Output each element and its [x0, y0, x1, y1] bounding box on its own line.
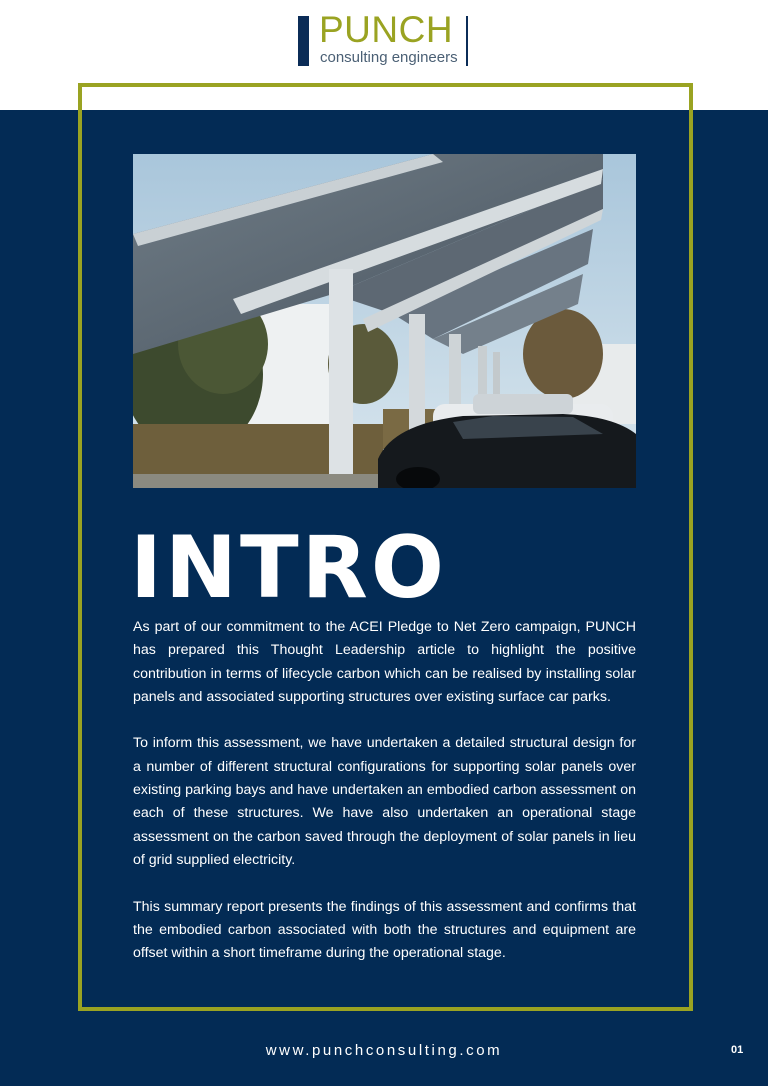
- page-number: 01: [731, 1044, 744, 1056]
- paragraph: To inform this assessment, we have undertaken a detailed structural design for a number of different structural configurations for supporting solar panels over existing parking bays and have undertaken an embodied carbon assessment on each of these structures. We have also undertaken an operational stage assessment on the carbon saved through the deployment of solar panels in lieu of grid supplied electricity.: [133, 735, 636, 868]
- logo-bar-right: [466, 16, 468, 66]
- intro-body: [133, 616, 636, 989]
- logo-bar-left: [298, 16, 309, 66]
- section-title: INTRO: [130, 518, 447, 618]
- logo-wordmark: PUNCH: [319, 9, 454, 50]
- paragraph: As part of our commitment to the ACEI Pledge to Net Zero campaign, PUNCH has prepared this Thought Leadership article to highlight the positive contribution in terms of lifecycle carbon which can be realised by installing solar panels and associated supporting structures over existing surface car parks.: [133, 619, 636, 705]
- footer-website-link[interactable]: www.punchconsulting.com: [265, 1042, 503, 1059]
- paragraph: This summary report presents the findings of this assessment and confirms that the embodied carbon associated with both the structures and equipment are offset within a short timeframe during the operational stage.: [133, 898, 636, 962]
- hero-photo: [133, 154, 636, 488]
- logo-tagline: consulting engineers: [320, 49, 458, 66]
